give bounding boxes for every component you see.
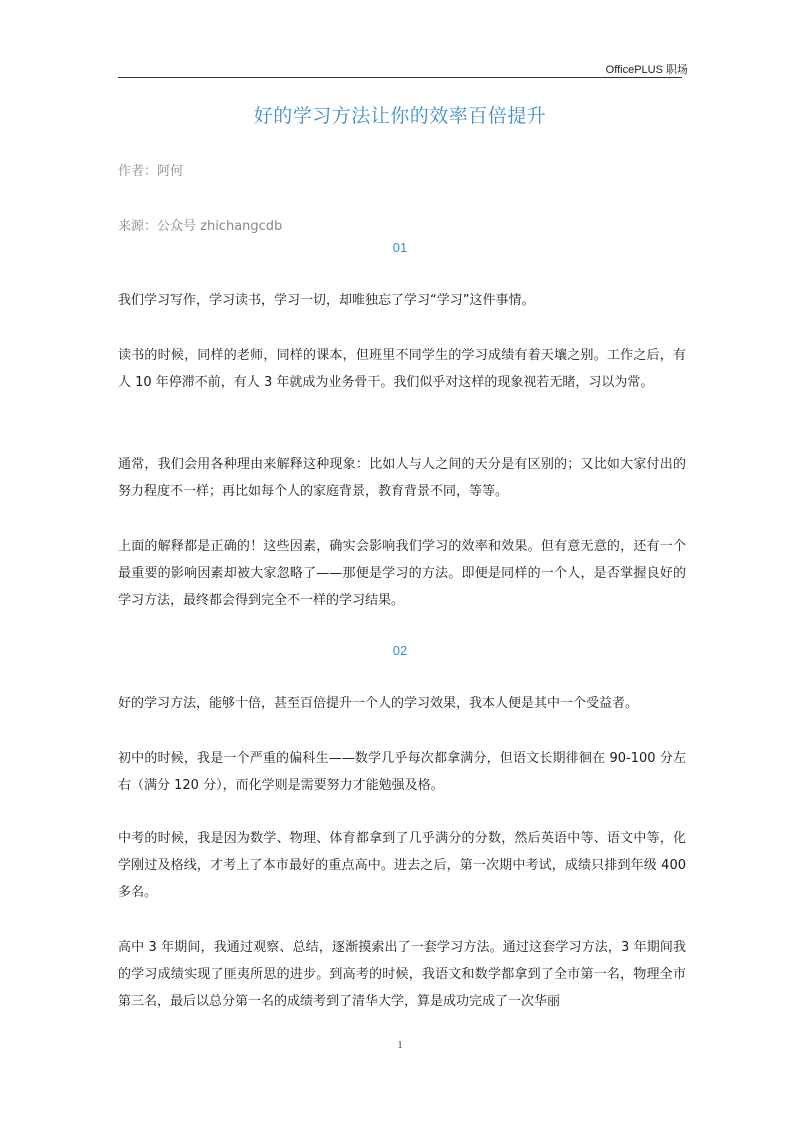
header-divider	[118, 77, 682, 78]
paragraph: 高中 3 年期间，我通过观察、总结，逐渐摸索出了一套学习方法。通过这套学习方法，3 年期间我的学习成绩实现了匪夷所思的进步。到高考的时候，我语文和数学都拿到了全市第一名，物理全市第三名，最后以总分第一名的成绩考到了清华大学，算是成功完成了一次华丽	[118, 940, 686, 1009]
document-title: 好的学习方法让你的效率百倍提升	[253, 105, 547, 127]
paragraph: 上面的解释都是正确的！这些因素，确实会影响我们学习的效率和效果。但有意无意的，还有一个最重要的影响因素却被大家忽略了——那便是学习的方法。即便是同样的一个人，是否掌握良好的学习方法，最终都会得到完全不一样的学习结果。	[118, 539, 686, 608]
page-number: 1	[397, 1040, 403, 1051]
paragraph: 通常，我们会用各种理由来解释这种现象：比如人与人之间的天分是有区别的；又比如大家付出的努力程度不一样；再比如每个人的家庭背景，教育背景不同，等等。	[118, 457, 686, 499]
paragraph: 我们学习写作，学习读书，学习一切，却唯独忘了学习“学习”这件事情。	[118, 293, 535, 308]
section-number: 02	[392, 643, 408, 658]
paragraph: 中考的时候，我是因为数学、物理、体育都拿到了几乎满分的分数，然后英语中等、语文中等，化学刚过及格线，才考上了本市最好的重点高中。进去之后，第一次期中考试，成绩只排到年级 400 多名。	[118, 831, 686, 900]
source-line: 来源：公众号 zhichangcdb	[118, 219, 283, 234]
paragraph: 读书的时候，同样的老师，同样的课本，但班里不同学生的学习成绩有着天壤之别。工作之后，有人 10 年停滞不前，有人 3 年就成为业务骨干。我们似乎对这样的现象视若无睹，习以为常。	[118, 348, 686, 390]
header-brand: OfficePLUS 职场	[605, 64, 688, 76]
author-line: 作者：阿何	[118, 164, 184, 179]
section-number: 01	[392, 240, 408, 255]
paragraph: 初中的时候，我是一个严重的偏科生——数学几乎每次都拿满分，但语文长期徘徊在 90-100 分左右（满分 120 分），而化学则是需要努力才能勉强及格。	[118, 751, 686, 793]
paragraph: 好的学习方法，能够十倍，甚至百倍提升一个人的学习效果，我本人便是其中一个受益者。	[118, 696, 639, 711]
